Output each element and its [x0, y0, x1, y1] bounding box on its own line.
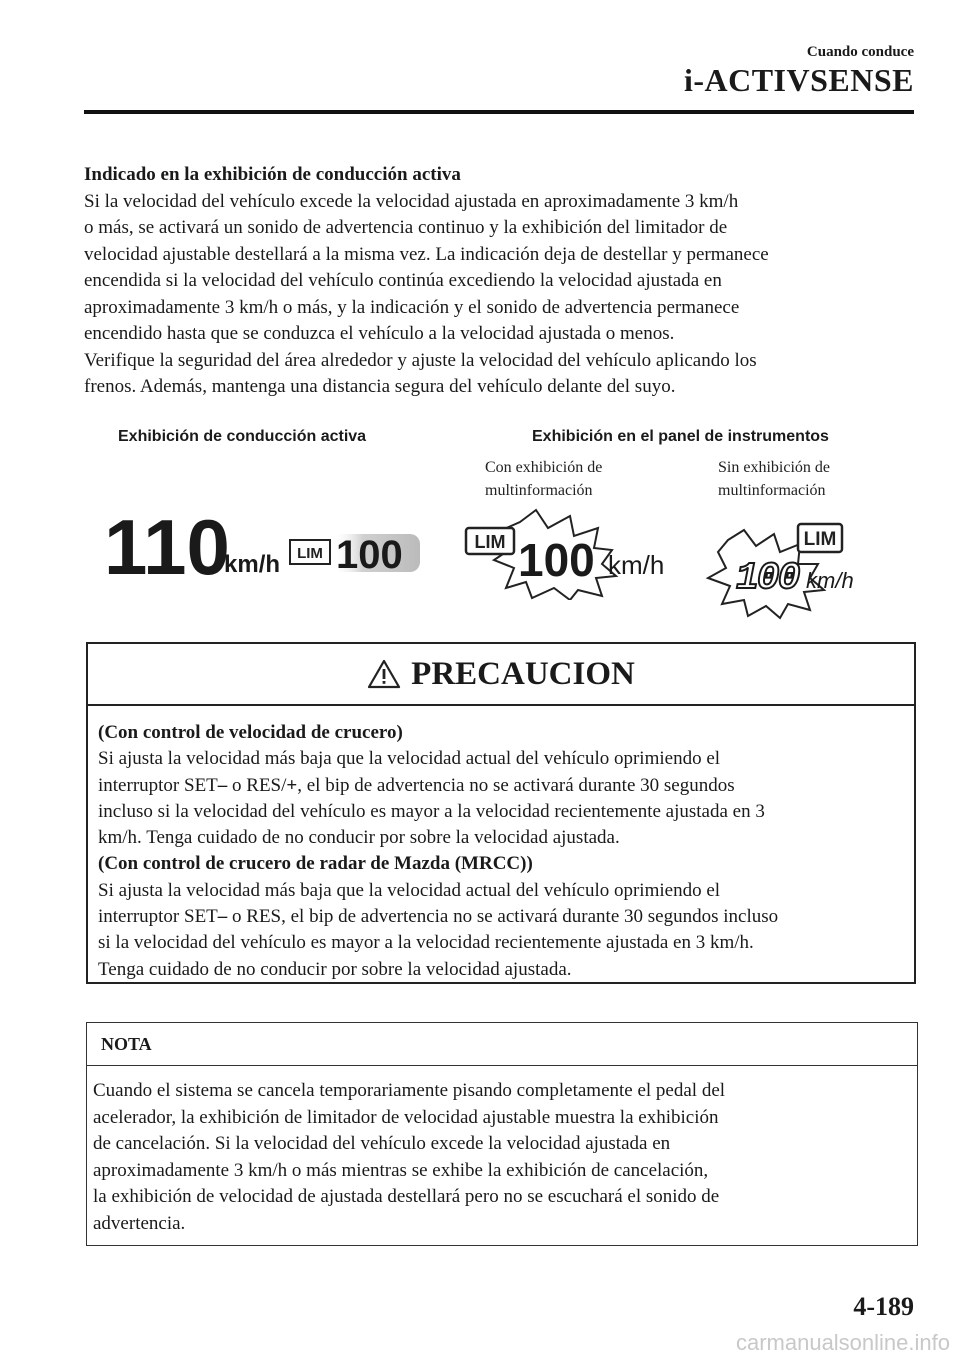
- section-title: i-ACTIVSENSE: [683, 62, 914, 98]
- note-line: Cuando el sistema se cancela temporariamente pisando completamente el pedal del: [93, 1080, 726, 1101]
- lim-badge-label: LIM: [474, 532, 506, 552]
- caution-line: Si ajusta la velocidad más baja que la velocidad actual del vehículo oprimiendo el: [98, 748, 721, 770]
- caution-header: [88, 644, 914, 706]
- lim-badge-label: LIM: [297, 545, 323, 562]
- subcaption-line: multinformación: [485, 482, 593, 499]
- note-line: de cancelación. Si la velocidad del vehículo excede la velocidad ajustada en: [93, 1133, 671, 1154]
- intro-line: Verifique la seguridad del área alrededor y ajuste la velocidad del vehículo aplicando los: [84, 349, 757, 371]
- caution-line: [98, 904, 904, 930]
- subcaption-with-multiinfo: [485, 456, 602, 502]
- set-speed-value: 100: [736, 557, 799, 600]
- subcaption-line: Con exhibición de: [485, 459, 603, 476]
- caution-line: Tenga cuidado de no conducir por sobre la velocidad ajustada.: [98, 958, 572, 980]
- figure-caption-instrument-panel: Exhibición en el panel de instrumentos: [532, 428, 829, 445]
- intro-block: [84, 162, 924, 401]
- note-header: [87, 1023, 917, 1066]
- intro-line: encendida si la velocidad del vehículo continúa excediendo la velocidad ajustada en: [84, 270, 722, 291]
- intro-line: o más, se activará un sonido de advertencia continuo y la exhibición del limitador de: [84, 217, 728, 238]
- note-box: [86, 1022, 918, 1246]
- minus-icon: –: [217, 774, 228, 796]
- intro-line: frenos. Además, mantenga una distancia segura del vehículo delante del suyo.: [84, 376, 676, 397]
- speed-unit-label: km/h: [224, 551, 281, 578]
- intro-line: aproximadamente 3 km/h o más, y la indicación y el sonido de advertencia permanece: [84, 296, 740, 318]
- note-line: la exhibición de velocidad de ajustada destellará pero no se escuchará el sonido de: [93, 1186, 720, 1207]
- header-rule: [84, 110, 914, 114]
- lim-badge-label: LIM: [803, 529, 837, 550]
- note-line: advertencia.: [93, 1212, 186, 1234]
- caution-text: interruptor SET: [98, 774, 218, 796]
- caution-text: , el bip de advertencia no se activará durante 30 segundos: [297, 774, 735, 796]
- caution-line: incluso si la velocidad del vehículo es mayor a la velocidad recientemente ajustada en 3: [98, 800, 765, 822]
- active-driving-display: [100, 500, 430, 590]
- caution-line: Si ajusta la velocidad más baja que la velocidad actual del vehículo oprimiendo el: [98, 879, 721, 901]
- speed-unit-label: km/h: [806, 568, 854, 593]
- current-speed-value: 110: [104, 503, 230, 590]
- note-line: acelerador, la exhibición de limitador de velocidad ajustable muestra la exhibición: [93, 1106, 719, 1128]
- caution-subheading: (Con control de crucero de radar de Mazda (MRCC)): [98, 853, 533, 875]
- intro-line: velocidad ajustable destellará a la misma vez. La indicación deja de destellar y permanece: [84, 243, 769, 265]
- caution-text: interruptor SET: [98, 906, 218, 928]
- intro-line: encendido hasta que se conduzca el vehículo a la velocidad ajustada o menos.: [84, 323, 675, 344]
- set-speed-value: 100: [336, 533, 403, 577]
- watermark: carmanualsonline.info: [735, 1330, 950, 1355]
- subcaption-without-multiinfo: [718, 456, 830, 502]
- speed-unit-label: km/h: [608, 550, 665, 580]
- note-body: [87, 1066, 917, 1237]
- caution-text: o RES/: [232, 774, 287, 796]
- subcaption-line: Sin exhibición de: [718, 459, 830, 476]
- minus-icon: –: [217, 906, 228, 928]
- page-number: 4-189: [853, 1292, 914, 1321]
- plus-icon: +: [286, 774, 298, 796]
- caution-body: [88, 706, 914, 983]
- instrument-display-without-multiinfo: [700, 520, 875, 620]
- caution-line: si la velocidad del vehículo es mayor a la velocidad recientemente ajustada en 3 km/h.: [98, 932, 754, 954]
- caution-text: o RES, el bip de advertencia no se activará durante 30 segundos incluso: [227, 906, 779, 928]
- caution-line: [98, 773, 904, 799]
- intro-heading: Indicado en la exhibición de conducción activa: [84, 164, 461, 185]
- subcaption-line: multinformación: [718, 482, 826, 499]
- section-label: Cuando conduce: [806, 44, 914, 60]
- caution-box: [86, 642, 916, 984]
- figure-caption-active-display: Exhibición de conducción activa: [118, 428, 367, 445]
- caution-title: PRECAUCION: [411, 655, 635, 692]
- set-speed-value: 100: [518, 534, 595, 586]
- note-title: NOTA: [101, 1033, 152, 1054]
- note-line: aproximadamente 3 km/h o más mientras se exhibe la exhibición de cancelación,: [93, 1159, 709, 1181]
- warning-triangle-icon: [367, 659, 401, 689]
- instrument-display-with-multiinfo: [462, 508, 682, 600]
- intro-line: Si la velocidad del vehículo excede la velocidad ajustada en aproximadamente 3 km/h: [84, 190, 739, 212]
- caution-subheading: (Con control de velocidad de crucero): [98, 722, 403, 743]
- caution-line: km/h. Tenga cuidado de no conducir por sobre la velocidad ajustada.: [98, 827, 620, 849]
